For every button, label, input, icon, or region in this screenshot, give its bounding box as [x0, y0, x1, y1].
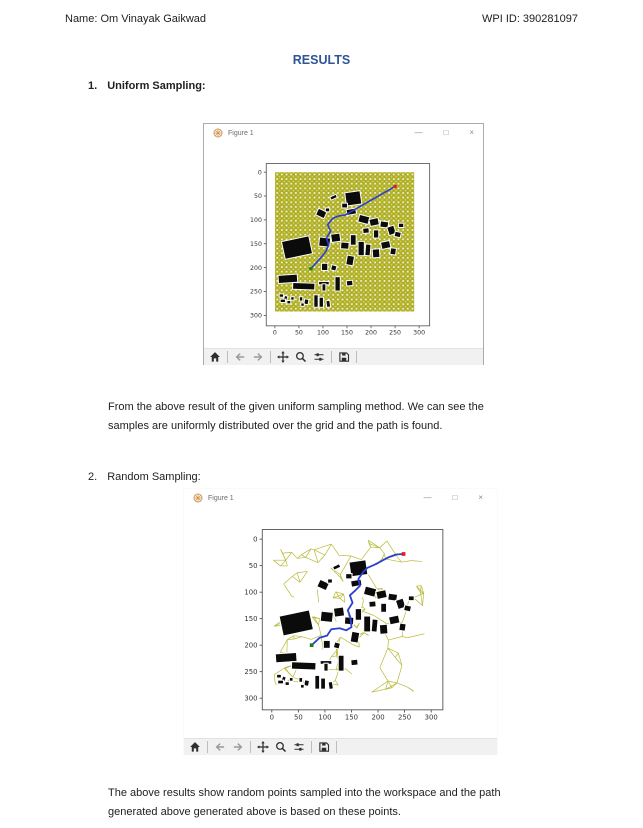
- window-title: Figure 1: [228, 129, 254, 137]
- home-icon: [209, 351, 221, 363]
- x-tick-label: 250: [398, 713, 412, 722]
- y-tick-label: 250: [244, 668, 258, 677]
- building-obstacle: [315, 676, 319, 689]
- home-button[interactable]: [207, 350, 223, 365]
- building-obstacle: [290, 678, 293, 681]
- building-obstacle: [351, 660, 357, 665]
- building-obstacle: [324, 641, 330, 648]
- maximize-button[interactable]: □: [443, 128, 449, 137]
- building-obstacle: [280, 294, 283, 296]
- building-obstacle: [331, 234, 340, 242]
- building-obstacle: [347, 281, 353, 286]
- building-obstacle: [390, 248, 396, 254]
- building-obstacle: [279, 275, 298, 283]
- uniform-caption: [108, 398, 578, 435]
- y-tick-label: 250: [249, 288, 262, 296]
- matplotlib-logo-icon: [193, 493, 203, 503]
- plot-canvas-uniform[interactable]: [204, 142, 483, 348]
- x-tick-label: 100: [317, 329, 329, 337]
- section-number: 1.: [88, 80, 98, 92]
- toolbar-separator: [270, 351, 271, 363]
- results-heading: RESULTS: [292, 53, 351, 67]
- arrow-right-icon: [252, 351, 264, 363]
- y-tick-label: 50: [248, 562, 258, 571]
- building-obstacle: [329, 682, 333, 689]
- x-tick-label: 50: [293, 713, 303, 722]
- building-obstacle: [314, 295, 317, 306]
- building-obstacle: [409, 596, 414, 600]
- x-tick-label: 200: [365, 329, 377, 337]
- building-obstacle: [358, 215, 369, 224]
- toolbar-separator: [331, 351, 332, 363]
- building-obstacle: [364, 587, 376, 597]
- building-obstacle: [381, 604, 386, 612]
- building-obstacle: [278, 681, 283, 684]
- building-obstacle: [328, 579, 332, 582]
- minimize-button[interactable]: —: [423, 493, 432, 502]
- building-obstacle: [321, 679, 325, 689]
- forward-button[interactable]: [250, 350, 266, 365]
- save-button[interactable]: [316, 740, 332, 755]
- figure-toolbar: [184, 738, 497, 755]
- sliders-icon: [293, 741, 305, 753]
- x-tick-label: 300: [413, 329, 426, 337]
- toolbar-separator: [227, 351, 228, 363]
- x-tick-label: 0: [272, 329, 277, 337]
- building-obstacle: [331, 265, 336, 270]
- y-tick-label: 150: [249, 240, 262, 248]
- x-tick-label: 300: [424, 713, 438, 722]
- building-obstacle: [380, 221, 388, 227]
- window-titlebar[interactable]: [184, 489, 497, 507]
- uniform-sampling-plot: [247, 154, 447, 344]
- y-tick-label: 150: [244, 615, 258, 624]
- building-obstacle: [304, 299, 308, 304]
- building-obstacle: [322, 264, 327, 270]
- building-obstacle: [365, 245, 370, 256]
- building-obstacle: [370, 218, 379, 226]
- arrow-left-icon: [234, 351, 246, 363]
- building-obstacle: [291, 297, 293, 299]
- building-obstacle: [326, 301, 330, 307]
- figure-window-uniform: [203, 123, 484, 365]
- y-tick-label: 200: [249, 264, 262, 272]
- start-marker: [310, 643, 314, 647]
- y-tick-label: 100: [244, 588, 258, 597]
- caption-line: The above results show random points sampled into the workspace and the path: [108, 787, 501, 799]
- x-tick-label: 200: [371, 713, 385, 722]
- y-tick-label: 0: [253, 535, 258, 544]
- x-tick-label: 0: [269, 713, 275, 722]
- y-tick-label: 50: [253, 193, 262, 201]
- section-label: Random Sampling:: [107, 471, 201, 483]
- x-tick-label: 250: [389, 329, 402, 337]
- building-obstacle: [341, 243, 349, 249]
- matplotlib-logo-icon: [213, 128, 223, 138]
- building-obstacle: [335, 277, 339, 290]
- building-obstacle: [292, 662, 316, 669]
- plot-canvas-random[interactable]: [184, 507, 497, 738]
- x-tick-label: 50: [294, 329, 303, 337]
- arrow-right-icon: [232, 741, 244, 753]
- configure-subplots-button[interactable]: [291, 740, 307, 755]
- save-button[interactable]: [336, 350, 352, 365]
- building-obstacle: [301, 303, 303, 305]
- building-obstacle: [324, 664, 327, 671]
- forward-button[interactable]: [230, 740, 246, 755]
- building-obstacle: [364, 617, 370, 632]
- building-obstacle: [376, 590, 386, 599]
- pan-icon: [277, 351, 289, 363]
- zoom-button[interactable]: [293, 350, 309, 365]
- y-tick-label: 100: [249, 217, 262, 225]
- magnifier-icon: [275, 741, 287, 753]
- close-button[interactable]: ×: [478, 493, 483, 502]
- building-obstacle: [300, 297, 302, 300]
- toolbar-separator: [356, 351, 357, 363]
- minimize-button[interactable]: —: [414, 128, 423, 137]
- building-obstacle: [277, 675, 281, 678]
- pan-button[interactable]: [275, 350, 291, 365]
- section-label: Uniform Sampling:: [107, 80, 206, 92]
- zoom-button[interactable]: [273, 740, 289, 755]
- x-tick-label: 100: [318, 713, 332, 722]
- building-obstacle: [372, 620, 378, 632]
- building-obstacle: [334, 643, 340, 649]
- building-obstacle: [351, 632, 359, 643]
- magnifier-icon: [295, 351, 307, 363]
- back-button[interactable]: [232, 350, 248, 365]
- pan-icon: [257, 741, 269, 753]
- sliders-icon: [313, 351, 325, 363]
- building-obstacle: [342, 204, 347, 208]
- caption-line: generated above generated above is based on these points.: [108, 805, 401, 818]
- building-obstacle: [374, 230, 378, 237]
- window-title: Figure 1: [208, 494, 234, 502]
- random-caption: [108, 784, 596, 821]
- building-obstacle: [326, 208, 329, 211]
- goal-marker: [402, 552, 406, 556]
- page-header: [65, 13, 578, 25]
- y-tick-label: 300: [244, 694, 258, 703]
- building-obstacle: [381, 241, 390, 249]
- building-obstacle: [359, 242, 364, 255]
- floppy-save-icon: [318, 741, 330, 753]
- building-obstacle: [380, 625, 387, 634]
- building-obstacle: [404, 605, 411, 611]
- building-obstacle: [318, 580, 329, 590]
- building-obstacle: [373, 249, 380, 257]
- building-obstacle: [346, 256, 354, 266]
- x-tick-label: 150: [344, 713, 359, 722]
- building-obstacle: [276, 653, 297, 662]
- building-obstacle: [388, 594, 397, 601]
- pan-button[interactable]: [255, 740, 271, 755]
- building-obstacle: [369, 601, 375, 606]
- section-number: 2.: [88, 471, 98, 483]
- arrow-left-icon: [214, 741, 226, 753]
- building-obstacle: [304, 680, 308, 685]
- window-titlebar[interactable]: [204, 124, 483, 142]
- building-obstacle: [351, 235, 356, 245]
- building-obstacle: [286, 682, 289, 685]
- figure-window-random: [183, 488, 498, 755]
- building-obstacle: [299, 678, 302, 682]
- building-obstacle: [322, 284, 325, 290]
- floppy-save-icon: [338, 351, 350, 363]
- building-obstacle: [389, 616, 399, 625]
- caption-line: samples are uniformly distributed over the grid and the path is found.: [108, 419, 443, 432]
- home-button[interactable]: [187, 740, 203, 755]
- x-tick-label: 150: [341, 329, 353, 337]
- building-obstacle: [339, 656, 344, 671]
- building-obstacle: [399, 624, 405, 631]
- random-sampling-plot: [241, 519, 462, 730]
- toolbar-separator: [336, 741, 337, 753]
- maximize-button[interactable]: □: [452, 493, 458, 502]
- close-button[interactable]: ×: [469, 128, 474, 137]
- building-obstacle: [301, 685, 304, 688]
- section-heading-random: [88, 471, 201, 483]
- building-obstacle: [293, 283, 314, 289]
- student-name: Name: Om Vinayak Gaikwad: [65, 13, 207, 25]
- wpi-id: WPI ID: 390281097: [481, 13, 578, 25]
- y-tick-label: 0: [257, 169, 262, 177]
- building-obstacle: [395, 232, 401, 237]
- home-icon: [189, 741, 201, 753]
- configure-subplots-button[interactable]: [311, 350, 327, 365]
- y-tick-label: 300: [249, 312, 262, 320]
- building-obstacle: [334, 607, 344, 616]
- building-obstacle: [333, 564, 340, 569]
- start-marker: [309, 267, 312, 270]
- building-obstacle: [287, 301, 290, 303]
- building-obstacle: [356, 609, 361, 620]
- figure-toolbar: [204, 348, 483, 365]
- building-obstacle: [280, 610, 313, 635]
- toolbar-separator: [250, 741, 251, 753]
- toolbar-separator: [311, 741, 312, 753]
- building-obstacle: [346, 574, 351, 578]
- y-tick-label: 200: [244, 641, 258, 650]
- section-heading-uniform: [88, 80, 206, 92]
- building-obstacle: [320, 298, 323, 307]
- building-obstacle: [363, 228, 369, 233]
- caption-line: From the above result of the given uniform sampling method. We can see the: [108, 401, 484, 413]
- building-obstacle: [399, 224, 403, 227]
- building-obstacle: [281, 300, 285, 302]
- building-obstacle: [321, 612, 333, 622]
- back-button[interactable]: [212, 740, 228, 755]
- building-obstacle: [345, 617, 353, 624]
- goal-marker: [393, 185, 396, 188]
- toolbar-separator: [207, 741, 208, 753]
